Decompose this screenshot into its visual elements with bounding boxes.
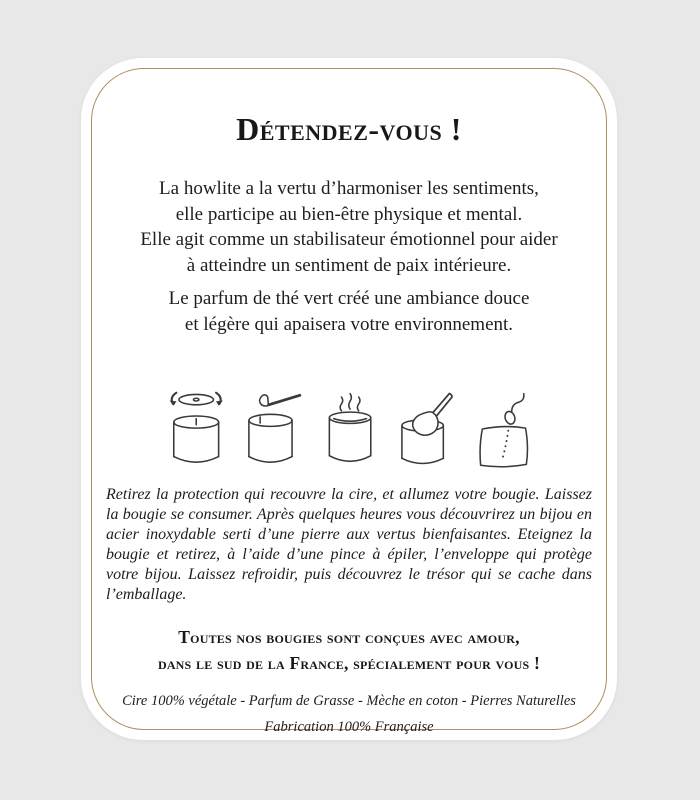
scent-paragraph [99,286,599,337]
intro-line: à atteindre un sentiment de paix intérieure. [186,254,512,276]
usage-icons-row [99,391,599,473]
label-card [81,58,617,740]
label-content [81,58,617,740]
brand-promise-line: dans le sud de la France, spécialement pour vous ! [157,653,541,673]
intro-line: elle participe au bien-être physique et mental. [175,203,523,225]
composition-footer [99,688,599,740]
scent-line: Le parfum de thé vert créé une ambiance douce [168,288,530,309]
origin-line: Fabrication 100% Française [264,719,434,735]
scoop-out-jewel-icon [395,391,455,473]
unwrap-jewel-icon [472,391,532,473]
intro-paragraph [99,176,599,278]
intro-line: Elle agit comme un stabilisateur émotionnel pour aider [140,229,558,250]
light-candle-icon [242,391,302,473]
intro-line: La howlite a la vertu d’harmoniser les sentiments, [159,178,539,199]
composition-line: Cire 100% végétale - Parfum de Grasse - Mèche en coton - Pierres Naturelles [122,693,576,709]
brand-promise [99,624,599,676]
candle-burning-icon [319,391,379,473]
scent-line: et légère qui apaisera votre environnement. [184,313,514,335]
remove-lid-icon [166,391,226,473]
label-title: Détendez-vous ! [236,111,462,147]
brand-promise-line: Toutes nos bougies sont conçues avec amour, [178,627,520,647]
usage-instructions: Retirez la protection qui recouvre la cire, et allumez votre bougie. Laissez la bougie se consumer. Après quelques heures vous découvrirez un bijou en acier inoxydable serti d’une pierre aux vertus bienfaisantes. Eteignez la bougie et retirez, à l’aide d’une pince à épiler, l’enveloppe qui protège votre bijou. Laissez refroidir, puis découvrez le trésor qui se cache dans l’emballage. [106,486,592,603]
